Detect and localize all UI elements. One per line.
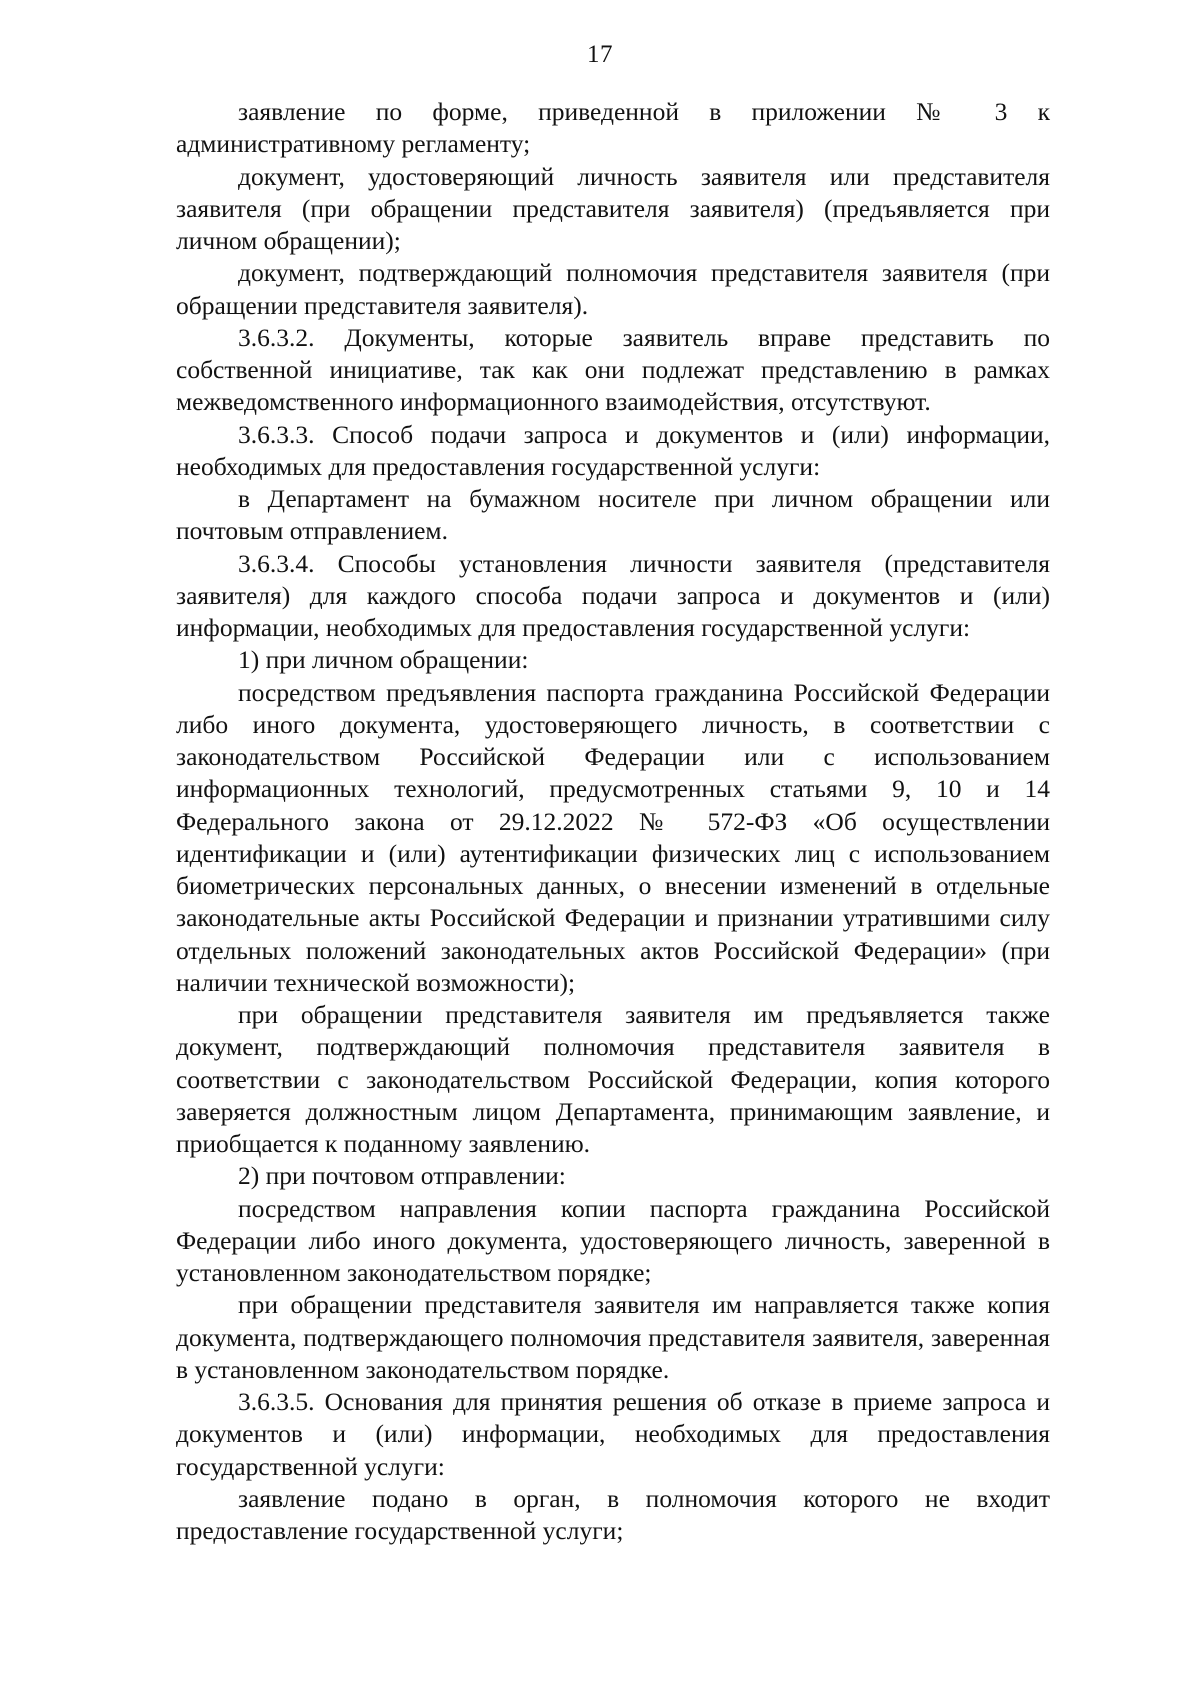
paragraph: 3.6.3.2. Документы, которые заявитель вправе представить по собственной инициативе, так как они подлежат представлению в рамках межведомственного информационного взаимодействия, отсутствуют. [176, 322, 1050, 417]
paragraph: 3.6.3.4. Способы установления личности заявителя (представителя заявителя) для каждого способа подачи запроса и документов и (или) информации, необходимых для предоставления государственной услуги: [176, 548, 1050, 642]
paragraph: 3.6.3.5. Основания для принятия решения об отказе в приеме запроса и документов и (или) информации, необходимых для предоставления государственной услуги: [176, 1387, 1050, 1481]
paragraph: документ, подтверждающий полномочия представителя заявителя (при обращении представителя заявителя). [176, 258, 1050, 320]
page-number: 17 [587, 41, 613, 68]
paragraph: 1) при личном обращении: [238, 645, 529, 675]
paragraph: заявление по форме, приведенной в приложении № 3 к административному регламенту; [176, 97, 1050, 159]
paragraph: 3.6.3.3. Способ подачи запроса и документов и (или) информации, необходимых для предоставления государственной услуги: [176, 419, 1050, 481]
document-body [176, 96, 1050, 1547]
paragraph: при обращении представителя заявителя им направляется также копия документа, подтверждающего полномочия представителя заявителя, заверенная в установленном законодательством порядке. [176, 1290, 1050, 1384]
paragraph: документ, удостоверяющий личность заявителя или представителя заявителя (при обращении представителя заявителя) (предъявляется при личном обращении); [176, 161, 1050, 255]
paragraph: 2) при почтовом отправлении: [238, 1161, 566, 1191]
paragraph: заявление подано в орган, в полномочия которого не входит предоставление государственной услуги; [176, 1483, 1050, 1545]
paragraph: посредством направления копии паспорта гражданина Российской Федерации либо иного документа, удостоверяющего личность, заверенной в установленном законодательством порядке; [176, 1193, 1050, 1287]
paragraph: посредством предъявления паспорта гражданина Российской Федерации либо иного документа, удостоверяющего личность, в соответствии с законодательством Российской Федерации или с использованием информационных технологий, предусмотренных статьями 9, 10 и 14 Федерального закона от 29.12.2022 № 572-ФЗ «Об осуществлении идентификации и (или) аутентификации физических лиц с использованием биометрических персональных данных, о внесении изменений в отдельные законодательные акты Российской Федерации и признании утратившими силу отдельных положений законодательных актов Российской Федерации» (при наличии технической возможности); [176, 677, 1050, 997]
paragraph: в Департамент на бумажном носителе при личном обращении или почтовым отправлением. [176, 484, 1050, 546]
paragraph: при обращении представителя заявителя им предъявляется также документ, подтверждающий полномочия представителя заявителя в соответствии с законодательством Российской Федерации, копия которого заверяется должностным лицом Департамента, принимающим заявление, и приобщается к поданному заявлению. [176, 1000, 1050, 1158]
